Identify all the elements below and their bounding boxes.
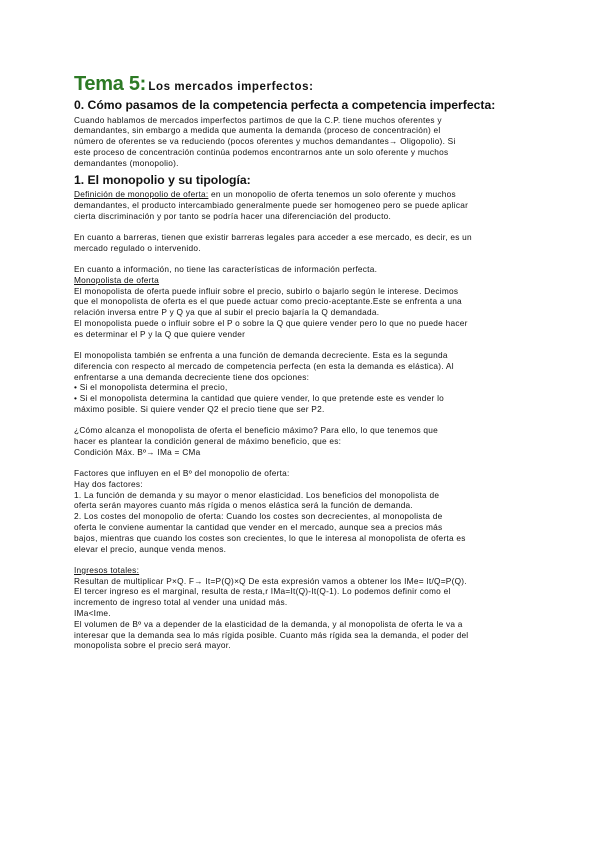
- demanda-bullet: • Si el monopolista determina la cantidad que quiere vender, lo que pretende este es vender lo: [74, 393, 445, 404]
- beneficio-line: hacer es plantear la condición general de máximo beneficio, que es:: [74, 436, 342, 447]
- title-number: Tema 5:: [74, 73, 147, 95]
- beneficio-line: ¿Cómo alcanza el monopolista de oferta el beneficio máximo? Para ello, lo que tenemos que: [74, 425, 438, 436]
- ingresos-heading: Ingresos totales:: [74, 564, 140, 575]
- informacion-line: En cuanto a información, no tiene las características de información perfecta.: [74, 264, 378, 275]
- demanda-line: máximo posible. Si quiere vender Q2 el precio tiene que ser P2.: [74, 403, 325, 414]
- demanda-line: El monopolista también se enfrenta a una función de demanda decreciente. Esta es la segunda: [74, 350, 448, 361]
- ingresos-line: Resultan de multiplicar P×Q. F→ It=P(Q)×Q De esta expresión vamos a obtener los IMe= It/Q=P(Q).: [74, 575, 467, 586]
- definition-line: [74, 189, 530, 200]
- factores-line: Hay dos factores:: [74, 478, 143, 489]
- ingresos-line: IMa<Ime.: [74, 607, 111, 618]
- demanda-bullet: • Si el monopolista determina el precio,: [74, 382, 228, 393]
- monopolista-line: relación inversa entre P y Q ya que al subir el precio bajaría la Q demandada.: [74, 307, 380, 318]
- factores-line: oferta le conviene aumentar la cantidad que vender en el mercado, aunque sea a precios más: [74, 522, 443, 532]
- section-0-line: número de oferentes se va reduciendo (pocos oferentes y muchos demandantes→ Oligopolio). Si: [74, 136, 456, 147]
- barreras-line: mercado regulado o intervenido.: [74, 242, 201, 253]
- definition-rest: en un monopolio de oferta tenemos un solo oferente y muchos: [208, 189, 456, 200]
- definition-line: demandantes, el producto intercambiado generalmente puede ser homogeneo pero se puede aplicar: [74, 199, 469, 210]
- factores-line: Factores que influyen en el Bº del monopolio de oferta:: [74, 468, 290, 479]
- condicion-maximo-line: Condición Máx. Bº→ IMa = CMa: [74, 446, 201, 457]
- factores-line: oferta serán mayores cuanto más rígida o menos elástica será la función de demanda.: [74, 500, 413, 511]
- section-0-line: este proceso de concentración continúa podemos encontrarnos ante un solo oferente y muchos: [74, 146, 449, 157]
- ingresos-line: incremento de ingreso total al vender una unidad más.: [74, 597, 288, 608]
- demanda-line: diferencia con respecto al mercado de competencia perfecta (en esta la demanda es elástica). Al: [74, 360, 454, 371]
- demanda-line: enfrentarse a una demanda decreciente tiene dos opciones:: [74, 371, 310, 382]
- section-1-heading: 1. El monopolio y su tipología:: [74, 172, 251, 187]
- section-0-line: demandantes, sin embargo a medida que aumenta la demanda (proceso de concentración) el: [74, 125, 441, 136]
- monopolista-line: es determinar el P y la Q que quiere vender: [74, 328, 246, 339]
- monopolista-line: que el monopolista de oferta es el que puede actuar como precio-aceptante.Este se enfrenta a una: [74, 296, 462, 307]
- section-0-line: demandantes (monopolio).: [74, 157, 179, 168]
- factores-line: elevar el precio, aunque venda menos.: [74, 543, 227, 554]
- factores-line: 1. La función de demanda y su mayor o menor elasticidad. Los beneficios del monopolista de: [74, 489, 440, 500]
- title-subtitle: Los mercados imperfectos:: [148, 81, 314, 93]
- monopolista-line: El monopolista de oferta puede influir sobre el precio, subirlo o bajarlo según le interese. Decimos: [74, 285, 459, 296]
- ingresos-line: El tercer ingreso es el marginal, resulta de resta,r IMa=It(Q)-It(Q-1). Lo podemos definir como el: [74, 586, 451, 597]
- ingresos-line: interesar que la demanda sea lo más rígida posible. Cuanto más rígida sea la demanda, el poder del: [74, 629, 469, 640]
- barreras-line: En cuanto a barreras, tienen que existir barreras legales para acceder a ese mercado, es decir, es un: [74, 232, 472, 243]
- section-0-line: Cuando hablamos de mercados imperfectos partimos de que la C.P. tiene muchos oferentes y: [74, 114, 442, 125]
- factores-line: bajos, mientras que cuando los costes son crecientes, lo que le interesa al monopolista de oferta es: [74, 532, 466, 543]
- monopolista-heading: Monopolista de oferta: [74, 274, 160, 285]
- definition-label: Definición de monopolio de oferta:: [74, 189, 209, 200]
- ingresos-line: El volumen de Bº va a depender de la elasticidad de la demanda, y al monopolista de oferta le va a: [74, 618, 463, 629]
- definition-line: cierta discriminación y por tanto se podría hacer una diferenciación del producto.: [74, 210, 392, 221]
- section-0-heading: 0. Cómo pasamos de la competencia perfecta a competencia imperfecta:: [74, 98, 496, 112]
- document-title: [74, 74, 530, 94]
- factores-line: 2. Los costes del monopolio de oferta: Cuando los costes son decrecientes, al monopolista de: [74, 511, 443, 522]
- monopolista-line: El monopolista puede o influir sobre el P o sobre la Q que quiere vender pero lo que no puede hacer: [74, 318, 468, 328]
- ingresos-line: monopolista sobre el precio será mayor.: [74, 640, 231, 651]
